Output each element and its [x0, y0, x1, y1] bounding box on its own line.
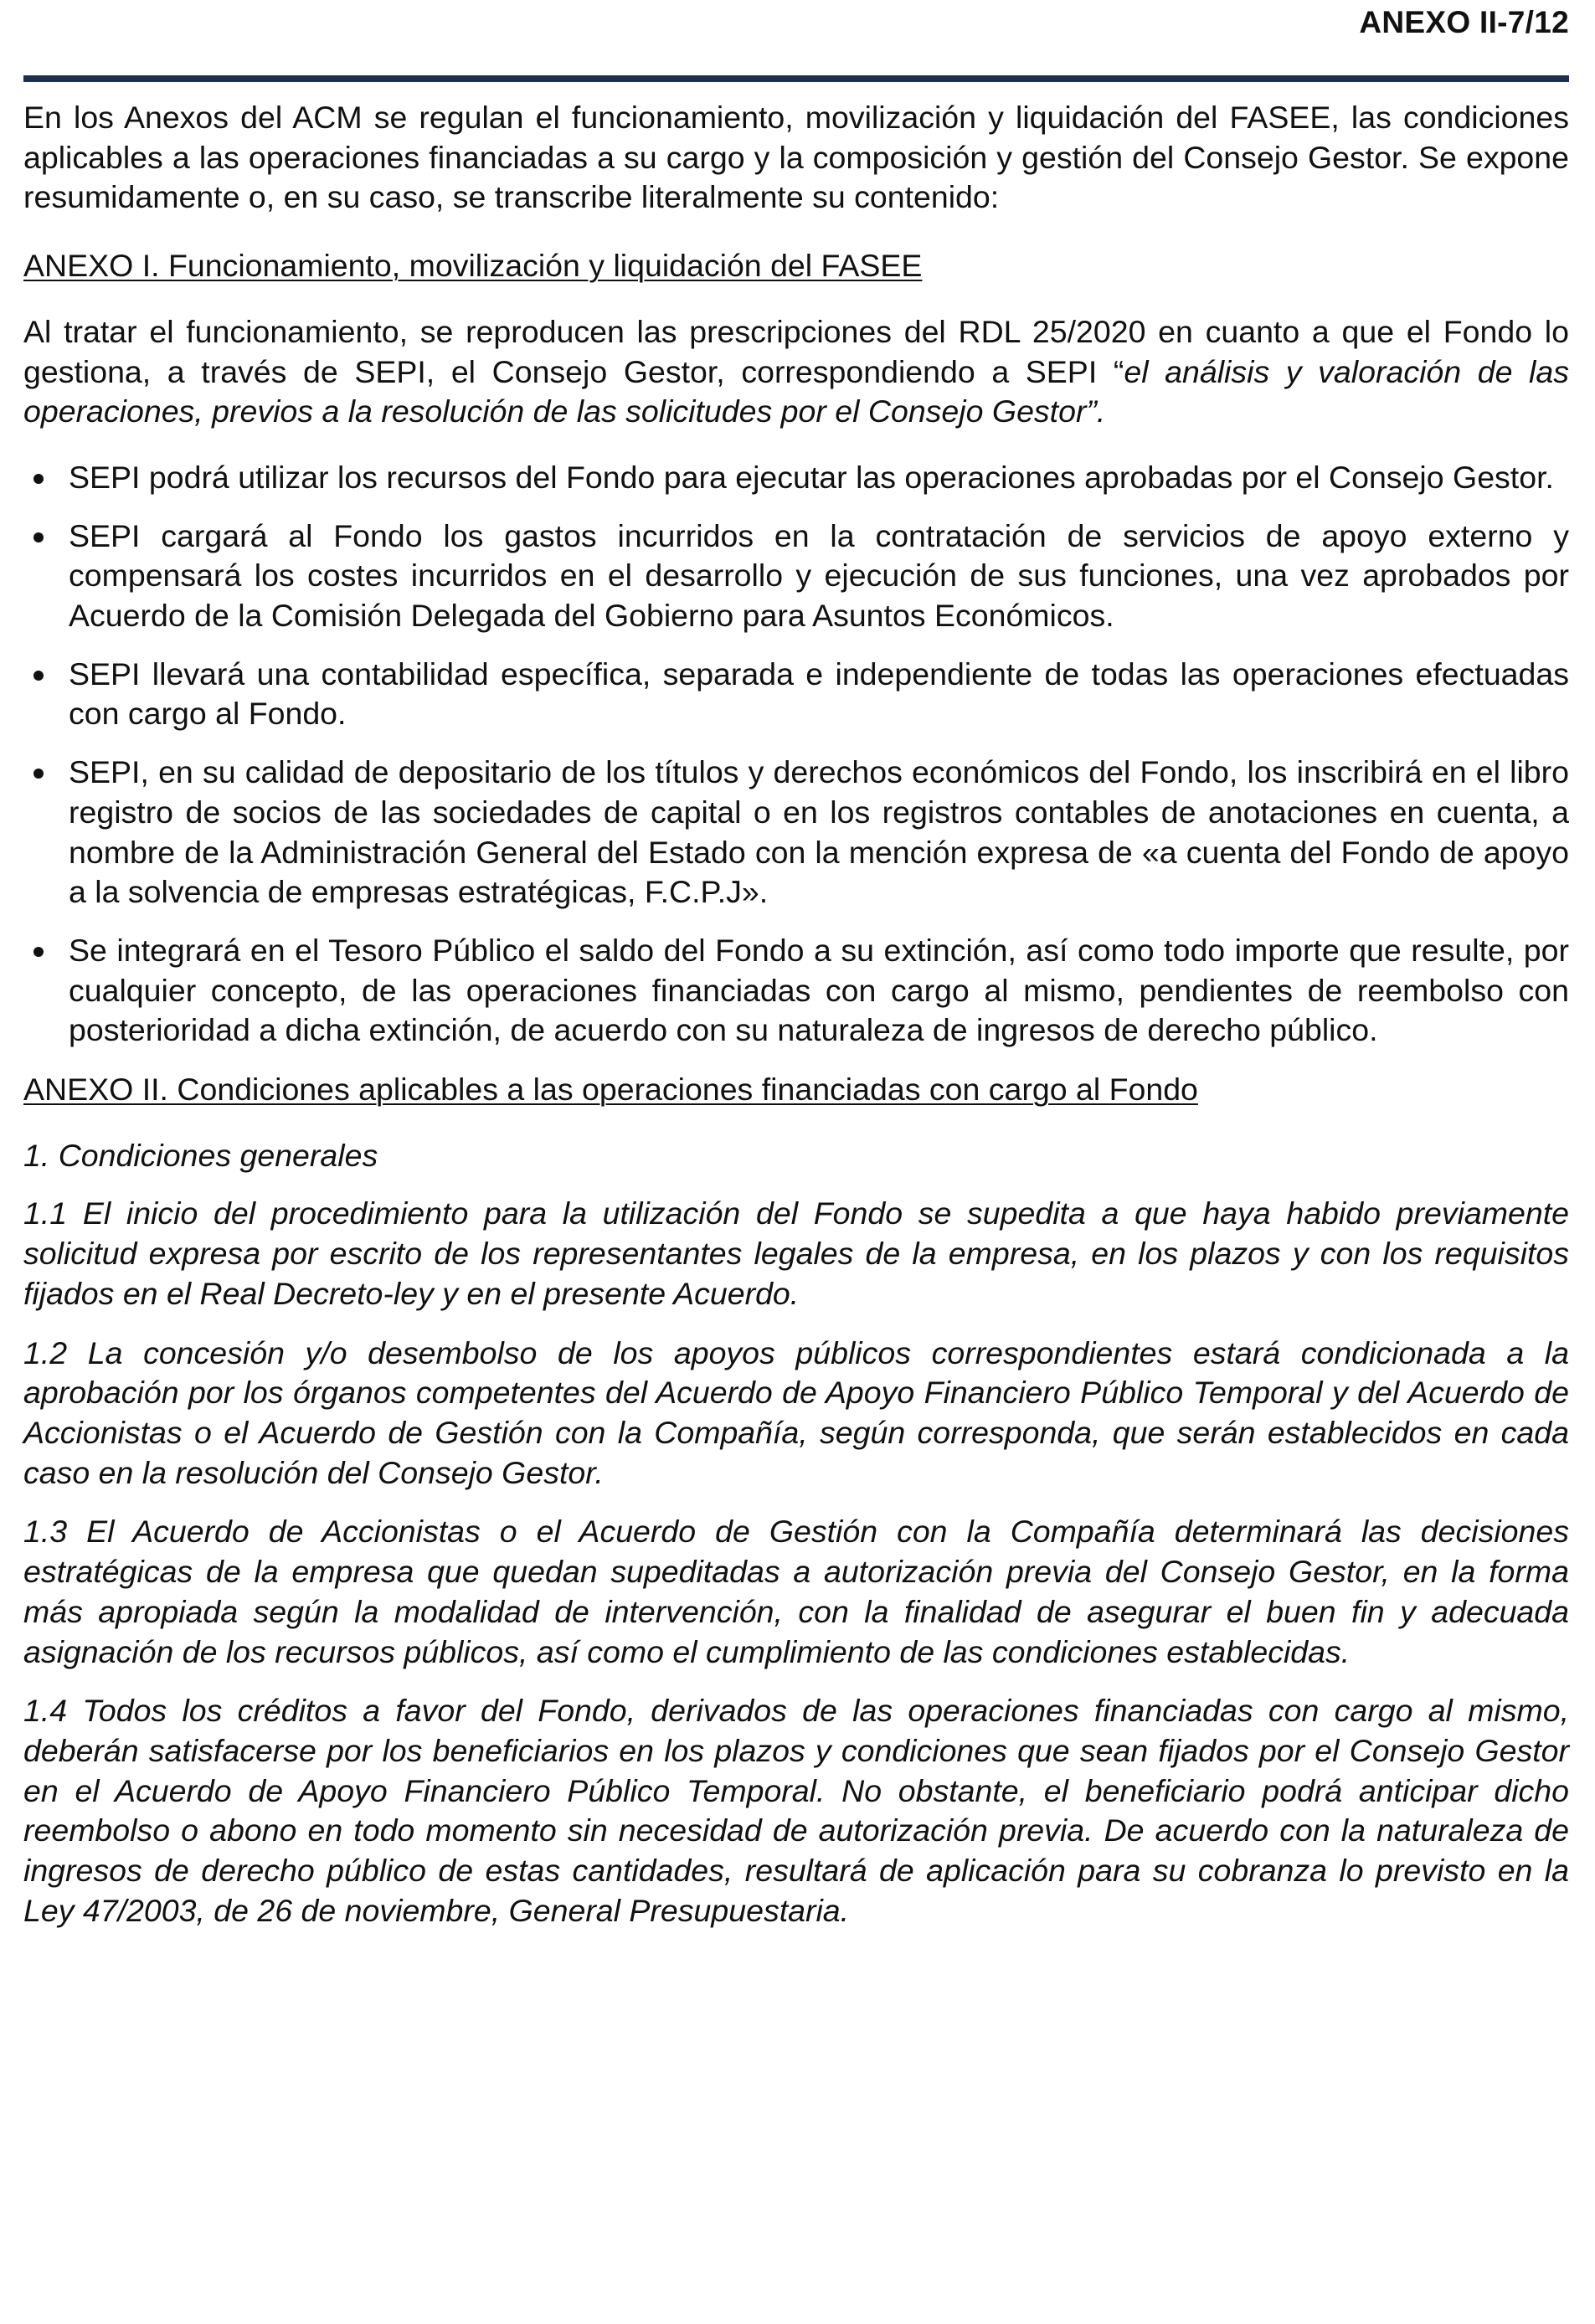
bullet-item — [23, 458, 1569, 498]
document-body — [23, 98, 1569, 1950]
anexo-1-paragraph — [23, 312, 1569, 432]
bullet-text: Se integrará en el Tesoro Público el saldo del Fondo a su extinción, así como todo importe que resulte, por cualquier concepto, de las operaciones financiadas con cargo al mismo, pendientes de reembolso con posterioridad a dicha extinción, de acuerdo con su naturaleza de ingresos de derecho público. — [69, 932, 1569, 1048]
bullet-item — [23, 655, 1569, 734]
header-divider — [23, 75, 1569, 82]
condition-1-4: 1.4 Todos los créditos a favor del Fondo, derivados de las operaciones financiadas con cargo al mismo, deberán satisfacerse por los beneficiarios en los plazos y condiciones que sean fijados por el Consejo Gestor en el Acuerdo de Apoyo Financiero Público Temporal. No obstante, el beneficiario podrá anticipar dicho reembolso o abono en todo momento sin necesidad de autorización previa. De acuerdo con la naturaleza de ingresos de derecho público de estas cantidades, resultará de aplicación para su cobranza lo previsto en la Ley 47/2003, de 26 de noviembre, General Presupuestaria. — [23, 1693, 1569, 1928]
bullet-item — [23, 753, 1569, 913]
bullet-icon — [33, 947, 44, 957]
condition-1-3: 1.3 El Acuerdo de Accionistas o el Acuerdo de Gestión con la Compañía determinará las decisiones estratégicas de la empresa que quedan supeditadas a autorización previa del Consejo Gestor, en la forma más apropiada según la modalidad de intervención, con la finalidad de asegurar el buen fin y adecuada asignación de los recursos públicos, así como el cumplimiento de las condiciones establecidas. — [23, 1514, 1569, 1669]
anexo-1-paragraph-text: Al tratar el funcionamiento, se reproducen las prescripciones del RDL 25/2020 en cuanto a que el Fondo lo gestiona, a través de SEPI, el Consejo Gestor, correspondiendo a SEPI “ — [23, 313, 1569, 389]
condition-1-1: 1.1 El inicio del procedimiento para la utilización del Fondo se supedita a que haya habido previamente solicitud expresa por escrito de los representantes legales de la empresa, en los plazos y con los requisitos fijados en el Real Decreto-ley y en el presente Acuerdo. — [23, 1195, 1569, 1311]
bullet-text: SEPI llevará una contabilidad específica, separada e independiente de todas las operaciones efectuadas con cargo al Fondo. — [69, 656, 1569, 732]
intro-paragraph: En los Anexos del ACM se regulan el funcionamiento, movilización y liquidación del FASEE, las condiciones aplicables a las operaciones financiadas a su cargo y la composición y gestión del Consejo Gestor. Se expone resumidamente o, en su caso, se transcribe literalmente su contenido: — [23, 100, 1569, 215]
bullet-icon — [33, 769, 44, 779]
condition-1-2: 1.2 La concesión y/o desembolso de los apoyos públicos correspondientes estará condicionada a la aprobación por los órganos competentes del Acuerdo de Apoyo Financiero Público Temporal y del Acuerdo de Accionistas o el Acuerdo de Gestión con la Compañía, según corresponda, que serán establecidos en cada caso en la resolución del Consejo Gestor. — [23, 1334, 1569, 1490]
page-reference-label: ANEXO II-7/12 — [1359, 5, 1569, 39]
bullet-text: SEPI cargará al Fondo los gastos incurridos en la contratación de servicios de apoyo externo y compensará los costes incurridos en el desarrollo y ejecución de sus funciones, una vez aprobados por Acuerdo de la Comisión Delegada del Gobierno para Asuntos Económicos. — [69, 517, 1569, 634]
bullet-text: SEPI, en su calidad de depositario de los títulos y derechos económicos del Fondo, los inscribirá en el libro registro de socios de las sociedades de capital o en los registros contables de anotaciones en cuenta, a nombre de la Administración General del Estado con la mención expresa de «a cuenta del Fondo de apoyo a la solvencia de empresas estratégicas, F.C.P.J». — [69, 754, 1569, 910]
anexo-1-paragraph-quote: el análisis y valoración de las operaciones, previos a la resolución de las solicitudes por el Consejo Gestor”. — [23, 353, 1569, 429]
anexo-1-heading: ANEXO I. Funcionamiento, movilización y liquidación del FASEE — [23, 248, 923, 284]
conditions-subheading: 1. Condiciones generales — [23, 1137, 378, 1173]
bullet-text: SEPI podrá utilizar los recursos del Fondo para ejecutar las operaciones aprobadas por el Consejo Gestor. — [69, 459, 1554, 495]
bullet-item — [23, 517, 1569, 636]
bullet-icon — [33, 474, 44, 484]
anexo-1-bullet-list — [23, 458, 1569, 1051]
bullet-icon — [33, 532, 44, 542]
anexo-2-heading: ANEXO II. Condiciones aplicables a las operaciones financiadas con cargo al Fondo — [23, 1072, 1198, 1108]
bullet-icon — [33, 671, 44, 681]
bullet-item — [23, 931, 1569, 1051]
